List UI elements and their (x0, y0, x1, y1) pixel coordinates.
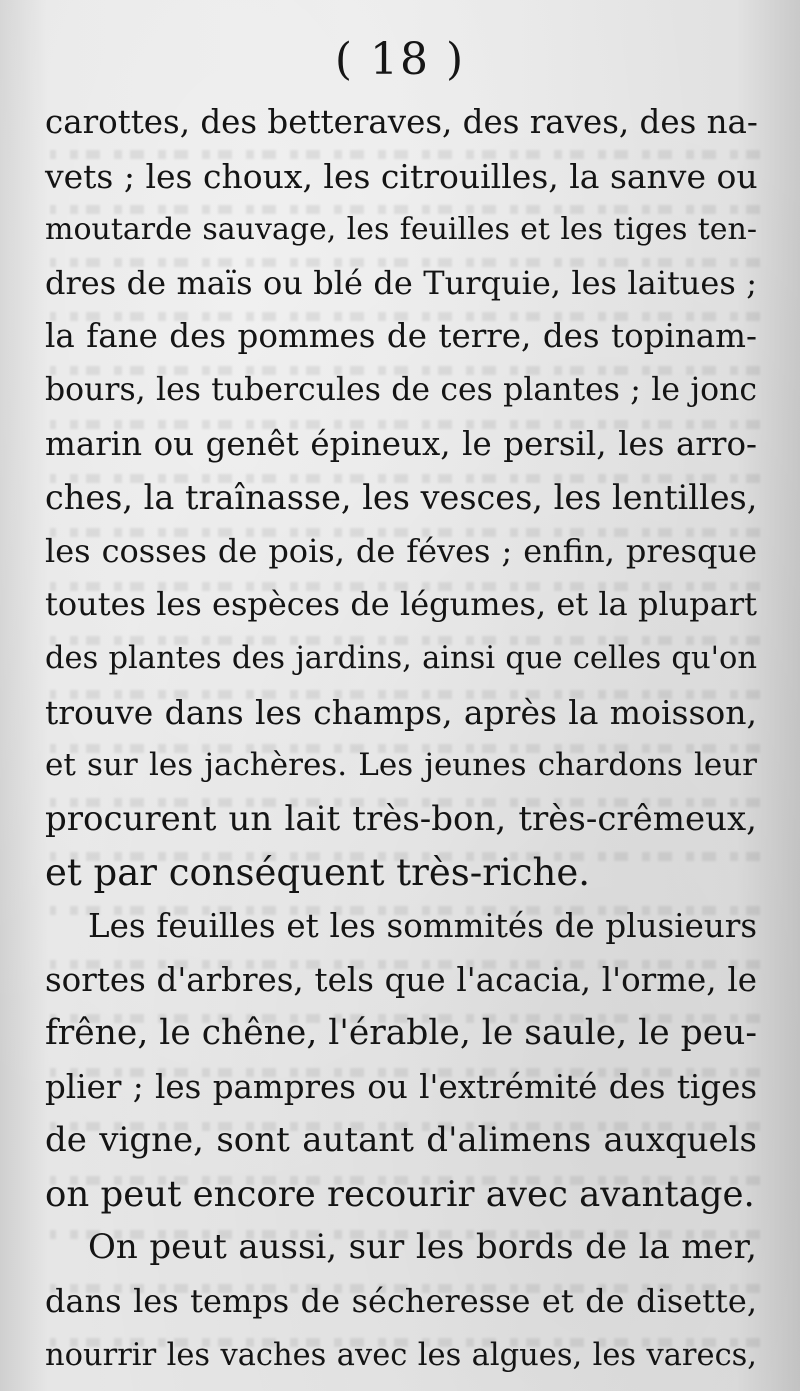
page-number: ( 18 ) (334, 34, 466, 85)
text-line: sortes d'arbres, tels que l'acacia, l'orme, le (45, 960, 757, 999)
text-line: la fane des pommes de terre, des topinam- (45, 317, 757, 356)
text-line: et sur les jachères. Les jeunes chardons leur (45, 747, 757, 784)
text-line: dans les temps de sécheresse et de disette, (45, 1282, 757, 1321)
text-line: de vigne, sont autant d'alimens auxquels (45, 1120, 757, 1161)
text-line: procurent un lait très-bon, très-crêmeux, (45, 798, 757, 839)
text-line: nourrir les vaches avec les algues, les varecs, (45, 1337, 757, 1373)
text-line: carottes, des betteraves, des raves, des na- (45, 103, 758, 141)
text-line: des plantes des jardins, ainsi que celles qu'on (45, 640, 757, 676)
body-text (0, 96, 800, 1382)
text-line: toutes les espèces de légumes, et la plupart (45, 585, 757, 624)
text-line: bours, les tubercules de ces plantes ; le jonc (45, 371, 757, 408)
text-line: plier ; les pampres ou l'extrémité des tiges (45, 1067, 757, 1106)
text-line: et par conséquent très-riche. (45, 851, 590, 895)
text-line: moutarde sauvage, les feuilles et les tiges ten- (45, 212, 757, 248)
text-line: ches, la traînasse, les vesces, les lentilles, (45, 478, 758, 518)
text-line: vets ; les choux, les citrouilles, la sanve ou (45, 156, 758, 196)
text-line: dres de maïs ou blé de Turquie, les laitues ; (45, 263, 757, 302)
text-line: trouve dans les champs, après la moisson, (45, 692, 757, 732)
text-line: frêne, le chêne, l'érable, le saule, le peu- (45, 1013, 757, 1054)
paragraph-first-line: Les feuilles et les sommités de plusieurs (88, 906, 757, 945)
text-line: les cosses de pois, de féves ; enfin, presque (45, 531, 757, 570)
text-line: on peut encore recourir avec avantage. (45, 1173, 755, 1215)
paragraph-first-line: On peut aussi, sur les bords de la mer, (88, 1227, 757, 1268)
text-line: marin ou genêt épineux, le persil, les arro- (45, 424, 757, 463)
